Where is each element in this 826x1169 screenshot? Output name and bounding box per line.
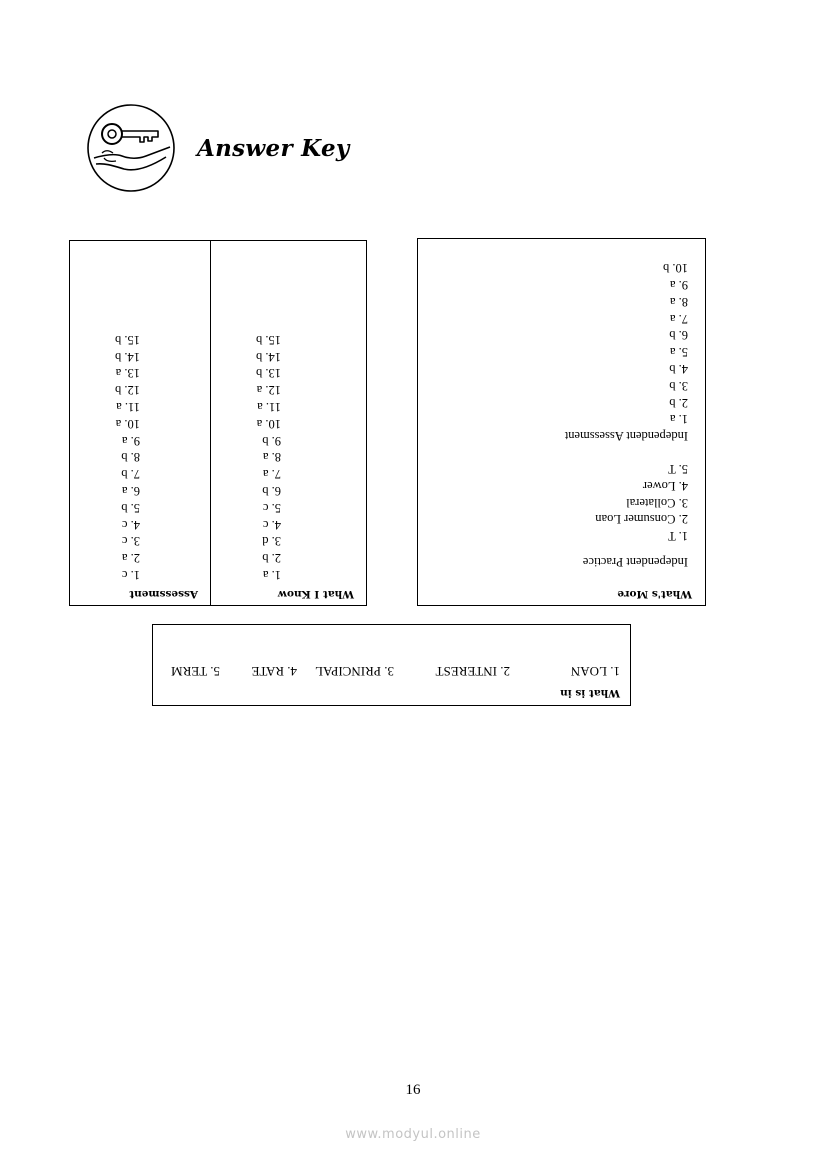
what-is-in-heading: What is in [560, 687, 620, 699]
list-item: 2. b [669, 395, 688, 410]
list-item: 4. Lower [642, 478, 688, 493]
list-item: 11. a [257, 400, 281, 415]
list-item: 2. Consumer Loan [595, 512, 688, 527]
section-heading: Independent Practice [582, 555, 688, 569]
list-item: 4. c [121, 517, 140, 532]
whats-more-heading: What's More [617, 588, 692, 600]
list-item: 4. c [262, 517, 281, 532]
what-i-know-list [256, 331, 281, 583]
list-item: 2. b [262, 551, 281, 566]
list-item: 7. a [669, 311, 688, 326]
list-item: 5. T [668, 462, 688, 477]
list-item: 8. a [262, 450, 281, 465]
list-item: 1. T [668, 529, 688, 544]
list-item: 3. Collateral [626, 495, 688, 510]
assessment-heading: Assessment [129, 588, 198, 600]
list-item: 1. LOAN [570, 664, 620, 679]
list-item: 5. TERM [171, 664, 220, 679]
list-item: 3. b [669, 378, 688, 393]
list-item: 1. c [121, 568, 140, 582]
list-item: 13. b [256, 366, 281, 381]
list-item: 15. b [256, 332, 281, 347]
list-item: 14. b [256, 349, 281, 364]
list-item: 3. d [262, 534, 281, 549]
list-item: 15. b [115, 332, 140, 347]
list-item: 8. b [121, 450, 140, 465]
list-item: 14. b [115, 349, 140, 364]
list-item: 1. a [262, 568, 281, 582]
page-title: Answer Key [197, 135, 350, 162]
list-item: 7. b [121, 467, 140, 482]
list-item: 7. a [262, 467, 281, 482]
list-item: 4. RATE [251, 664, 297, 679]
section-heading: Independent Assessment [564, 429, 688, 444]
list-item: 6. a [121, 484, 140, 499]
key-in-hand-icon [86, 103, 176, 193]
list-item: 10. b [663, 261, 688, 276]
list-item: 6. b [669, 328, 688, 343]
what-is-in-box [152, 624, 631, 706]
list-item: 3. PRINCIPAL [315, 664, 394, 679]
list-item: 9. b [262, 433, 281, 448]
whats-more-box [417, 238, 706, 606]
list-item: 5. a [669, 345, 688, 360]
independent-practice-list [565, 259, 688, 570]
list-item: 9. a [669, 278, 688, 293]
list-item: 5. b [121, 500, 140, 515]
assessment-list [115, 331, 140, 583]
list-item: 12. a [256, 383, 281, 398]
list-item: 4. b [669, 362, 688, 377]
assessment-box [69, 240, 213, 606]
list-item: 3. c [121, 534, 140, 549]
list-item: 5. c [262, 500, 281, 515]
list-item: 2. INTEREST [435, 664, 510, 679]
list-item: 10. a [115, 416, 140, 431]
page-number: 16 [405, 1082, 421, 1098]
list-item: 2. a [121, 551, 140, 566]
list-item: 9. a [121, 433, 140, 448]
list-item: 8. a [669, 294, 688, 309]
watermark: www.modyul.online [345, 1127, 481, 1142]
list-item: 6. b [262, 484, 281, 499]
list-item: 1. a [669, 412, 688, 427]
list-item: 12. b [115, 383, 140, 398]
list-item: 13. a [115, 366, 140, 381]
what-i-know-heading: What I Know [277, 588, 354, 600]
what-i-know-box [210, 240, 367, 606]
list-item: 11. a [116, 400, 140, 415]
list-item: 10. a [256, 416, 281, 431]
